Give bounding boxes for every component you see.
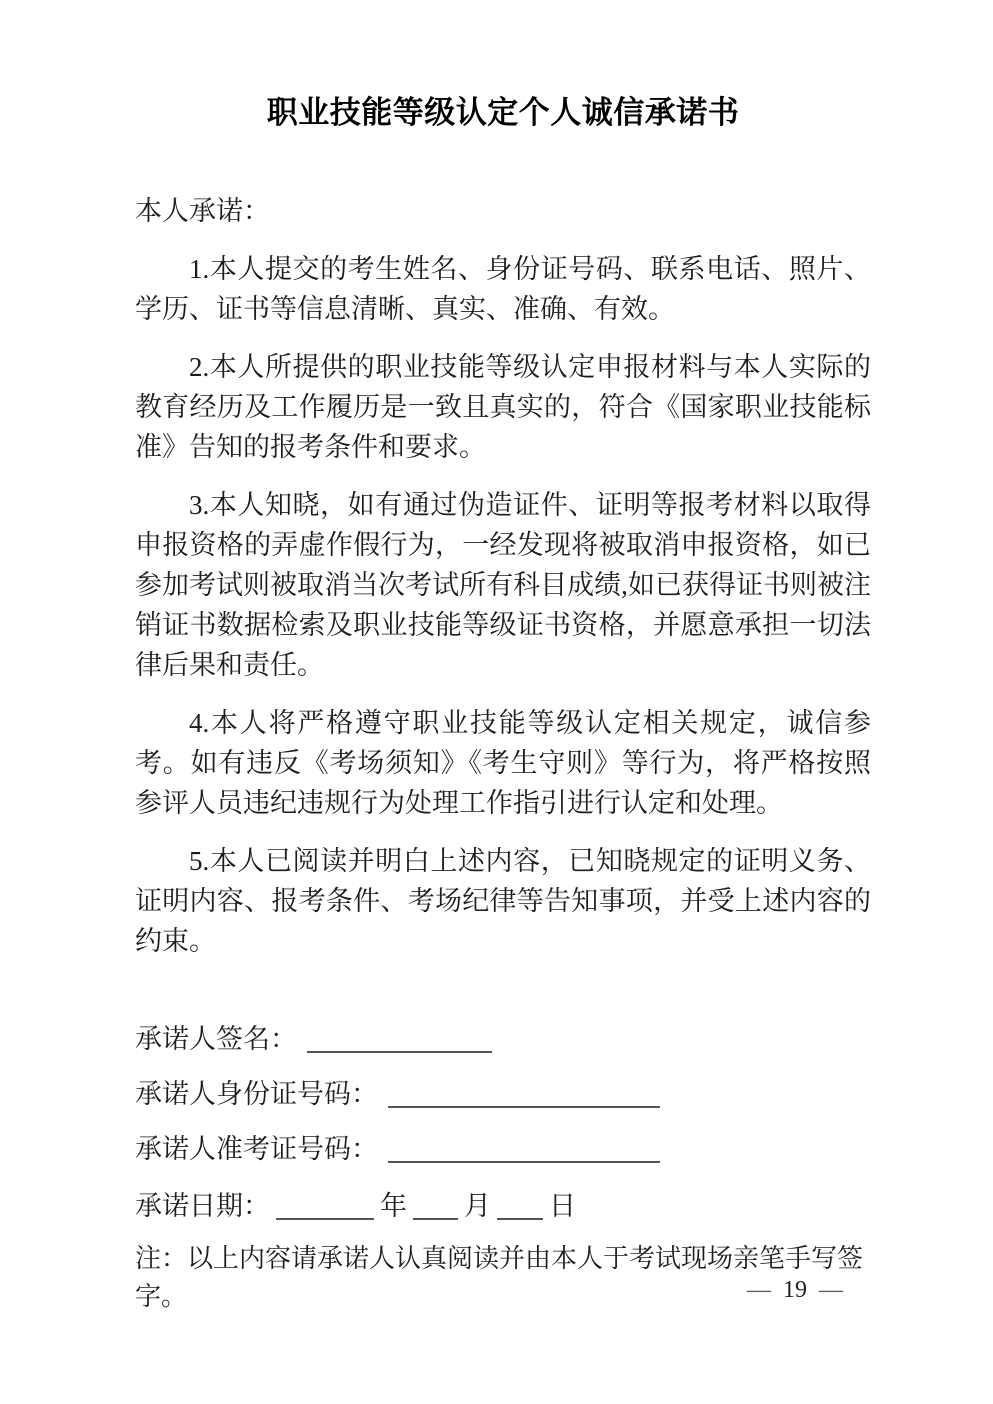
month-blank [413, 1192, 458, 1220]
day-suffix: 日 [549, 1191, 576, 1221]
note-line: 注：以上内容请承诺人认真阅读并由本人于考试现场亲笔手写签字。 [135, 1244, 864, 1311]
page-footer [735, 1277, 855, 1304]
commitment-paragraph-1: 1.本人提交的考生姓名、身份证号码、联系电话、照片、学历、证书等信息清晰、真实、准确、有效。 [135, 254, 871, 324]
intro-line: 本人承诺： [135, 196, 270, 226]
id-number-blank [388, 1080, 660, 1108]
commitment-paragraph-5: 5.本人已阅读并明白上述内容，已知晓规定的证明义务、证明内容、报考条件、考场纪律等告知事项，并受上述内容的约束。 [135, 846, 871, 956]
id-number-row [135, 1074, 871, 1114]
admission-number-row [135, 1129, 871, 1169]
month-suffix: 月 [464, 1191, 491, 1221]
commitment-paragraph-2: 2.本人所提供的职业技能等级认定申报材料与本人实际的教育经历及工作履历是一致且真实的，符合《国家职业技能标准》告知的报考条件和要求。 [135, 352, 871, 462]
admission-number-label: 承诺人准考证号码： [135, 1134, 378, 1164]
year-blank [276, 1192, 374, 1220]
id-number-label: 承诺人身份证号码： [135, 1079, 378, 1109]
signature-name-blank [307, 1025, 492, 1053]
commitment-date-row [135, 1186, 871, 1226]
day-blank [497, 1192, 543, 1220]
signature-name-label: 承诺人签名： [135, 1024, 297, 1054]
signature-name-row [135, 1019, 871, 1059]
commitment-paragraph-4: 4.本人将严格遵守职业技能等级认定相关规定，诚信参考。如有违反《考场须知》《考生守则》等行为，将严格按照参评人员违纪违规行为处理工作指引进行认定和处理。 [135, 708, 871, 818]
year-suffix: 年 [380, 1191, 407, 1221]
page-number: 19 [783, 1277, 807, 1303]
signature-section [135, 1019, 871, 1316]
page-title: 职业技能等级认定个人诚信承诺书 [266, 95, 740, 130]
admission-number-blank [388, 1135, 660, 1163]
commitment-paragraph-3: 3.本人知晓，如有通过伪造证件、证明等报考材料以取得申报资格的弄虚作假行为，一经发现将被取消申报资格，如已参加考试则被取消当次考试所有科目成绩,如已获得证书则被注销证书数据检索及职业技能等级证书资格，并愿意承担一切法律后果和责任。 [135, 490, 871, 680]
footer-right-dash: — [819, 1277, 843, 1303]
footer-left-dash: — [747, 1277, 771, 1303]
commitment-date-label: 承诺日期： [135, 1191, 270, 1221]
